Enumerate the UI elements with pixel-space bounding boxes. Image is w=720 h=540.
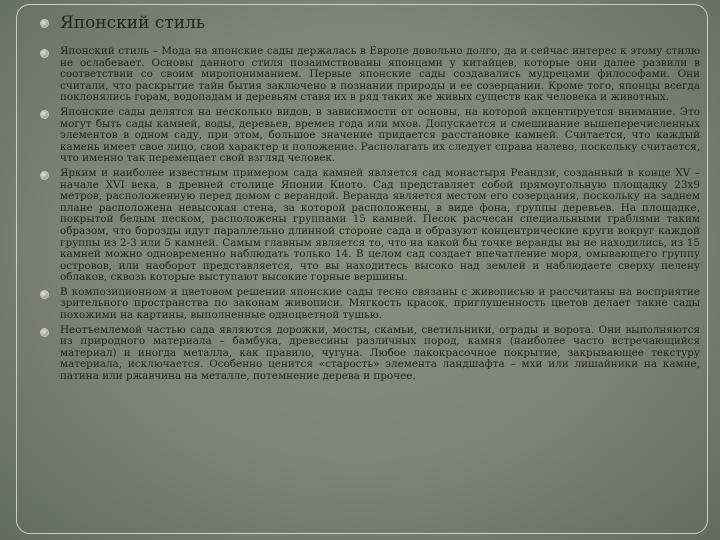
paragraph bbox=[40, 287, 700, 322]
bullet-icon bbox=[40, 171, 49, 180]
paragraph-text: Японский стиль – Мода на японские сады держалась в Европе довольно долго, да и сейчас интерес к этому стилю не ослабевает. Основы данного стиля позаимствованы японцами у китайцев, которые они далее развили в соответствии со своим миропониманием. Первые японские сады создавались мудрецами философами. Они считали, что раскрытие тайн бытия заключено в познании природы и ее созерцании. Кроме того, японцы всегда поклонялись горам, водопадам и деревьям ставя их в ряд таких же живых существ как человека и животных. bbox=[60, 45, 700, 104]
paragraph bbox=[40, 46, 700, 104]
title-row bbox=[40, 10, 205, 36]
paragraph bbox=[40, 325, 700, 383]
slide-title: Японский стиль bbox=[60, 13, 206, 33]
paragraph bbox=[40, 168, 700, 284]
paragraph bbox=[40, 107, 700, 165]
bullet-icon bbox=[40, 328, 49, 337]
paragraph-text: Неотъемлемой частью сада являются дорожки, мосты, скамьи, светильники, ограды и ворота. Они выполняются из природного материала – бамбука, древесины различных пород, камня (наиболее часто встречающийся материал) и иногда металла, как правило, чугуна. Любое лакокрасочное покрытие, закрывающее текстуру материала, исключается. Особенно ценится «старость» элемента ландшафта – мхи или лишайники на камне, патина или ржавчина на металле, потемнение дерева и прочее. bbox=[60, 323, 700, 383]
paragraph-text: Ярким и наиболее известным примером сада камней является сад монастыря Реандзи, созданный в конце XV – начале XVI века, в древней столице Японии Киото. Сад представляет собой прямоугольную площадку 23х9 метров, расположенную перед домом с верандой. Веранда является местом его созерцания, поскольку на заднем плане расположена невысокая стена, за которой расположены, в виде фона, группы деревьев. На площадке, покрытой белым песком, расположены группами 15 камней. Песок расчесан специальными граблями таким образом, что борозды идут параллельно длинной стороне сада и образуют концентрические круги вокруг каждой группы из 2-3 или 5 камней. Самым главным является то, что на какой бы точке веранды вы не находились, из 15 камней можно одновременно наблюдать только 14. В целом сад создает впечатление моря, омывающего группу островов, или наоборот представляется, что вы находитесь высоко над землей и наблюдаете сверху пелену облаков, сквозь которые выступают высокие горные вершины. bbox=[60, 166, 700, 284]
paragraph-text: Японские сады делятся на несколько видов, в зависимости от основы, на которой акцентируется внимание. Это могут быть сады камней, воды, деревьев, времен года или мхов. Допускается и смешивание вышеперечисленных элементов в одном саду, при этом, большое значение придается расстановке камней. Считается, что каждый камень имеет свое лицо, свой характер и положение. Располагать их следует справа налево, поскольку считается, что именно так перемещает свой взгляд человек. bbox=[60, 105, 700, 165]
slide-content bbox=[40, 46, 700, 386]
bullet-icon bbox=[40, 49, 49, 58]
bullet-icon bbox=[40, 110, 49, 119]
title-bullet-icon bbox=[40, 19, 49, 28]
paragraph-text: В композиционном и цветовом решении японские сады тесно связаны с живописью и рассчитаны на восприятие зрительного пространства по законам живописи. Мягкость красок, приглушенность цветов делает такие сады похожими на картины, выполненные одноцветной тушью. bbox=[60, 285, 700, 322]
bullet-icon bbox=[40, 290, 49, 299]
